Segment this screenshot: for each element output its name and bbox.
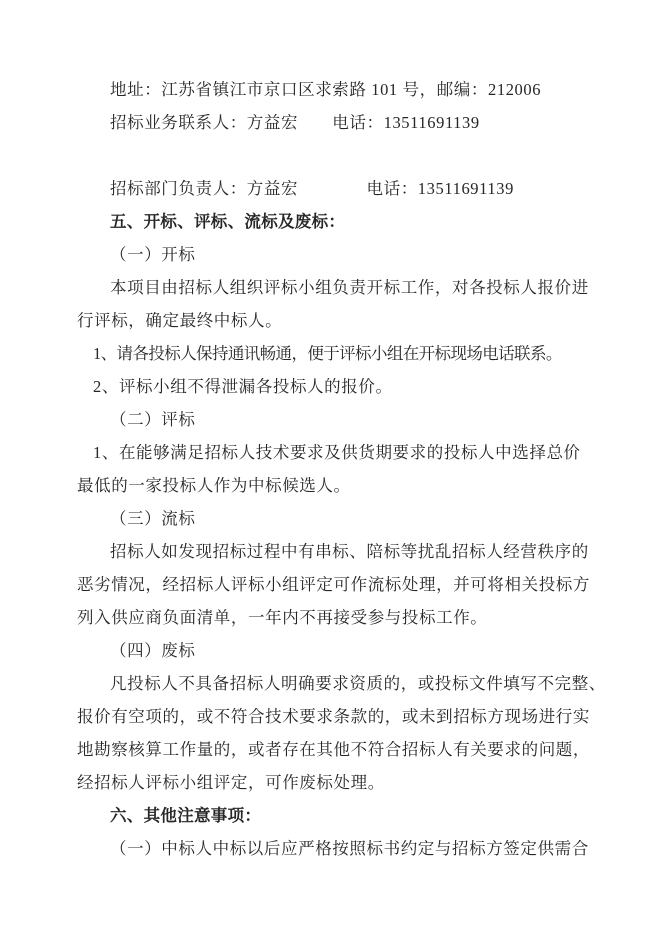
text-line: 招标业务联系人：方益宏 电话：13511691139 bbox=[110, 113, 480, 132]
text-line: 2、评标小组不得泄漏各投标人的报价。 bbox=[93, 377, 393, 396]
text-line: 地址：江苏省镇江市京口区求索路 101 号，邮编：212006 bbox=[110, 80, 542, 99]
text-line: 1、请各投标人保持通讯畅通，便于评标小组在开标现场电话联系。 bbox=[93, 344, 562, 363]
text-line: 最低的一家投标人作为中标候选人。 bbox=[77, 476, 351, 495]
text-line: 列入供应商负面清单，一年内不再接受参与投标工作。 bbox=[77, 608, 488, 627]
text-line: 1、在能够满足招标人技术要求及供货期要求的投标人中选择总价 bbox=[93, 443, 581, 462]
text-line: 地勘察核算工作量的，或者存在其他不符合招标人有关要求的问题， bbox=[77, 740, 590, 759]
text-line: 招标部门负责人：方益宏 电话：13511691139 bbox=[110, 179, 514, 198]
blank-line bbox=[77, 139, 593, 172]
text-line: 招标人如发现招标过程中有串标、陪标等扰乱招标人经营秩序的 bbox=[110, 542, 589, 561]
text-line: （三）流标 bbox=[110, 509, 196, 528]
text-line: （一）开标 bbox=[110, 245, 196, 264]
text-line: 恶劣情况，经招标人评标小组评定可作流标处理，并可将相关投标方 bbox=[77, 575, 590, 594]
text-line: 经招标人评标小组评定，可作废标处理。 bbox=[77, 773, 385, 792]
text-line: （二）评标 bbox=[110, 410, 196, 429]
text-line: （一）中标人中标以后应严格按照标书约定与招标方签定供需合 bbox=[110, 839, 589, 858]
text-line: 行评标，确定最终中标人。 bbox=[77, 311, 283, 330]
text-line: 报价有空项的，或不符合技术要求条款的，或未到招标方现场进行实 bbox=[77, 707, 590, 726]
section-heading: 五、开标、评标、流标及废标： bbox=[110, 212, 346, 231]
section-heading: 六、其他注意事项： bbox=[110, 806, 262, 825]
document-body bbox=[77, 73, 606, 865]
text-line: （四）废标 bbox=[110, 641, 196, 660]
text-line: 凡投标人不具备招标人明确要求资质的，或投标文件填写不完整、 bbox=[110, 674, 606, 693]
text-line: 本项目由招标人组织评标小组负责开标工作，对各投标人报价进 bbox=[110, 278, 589, 297]
